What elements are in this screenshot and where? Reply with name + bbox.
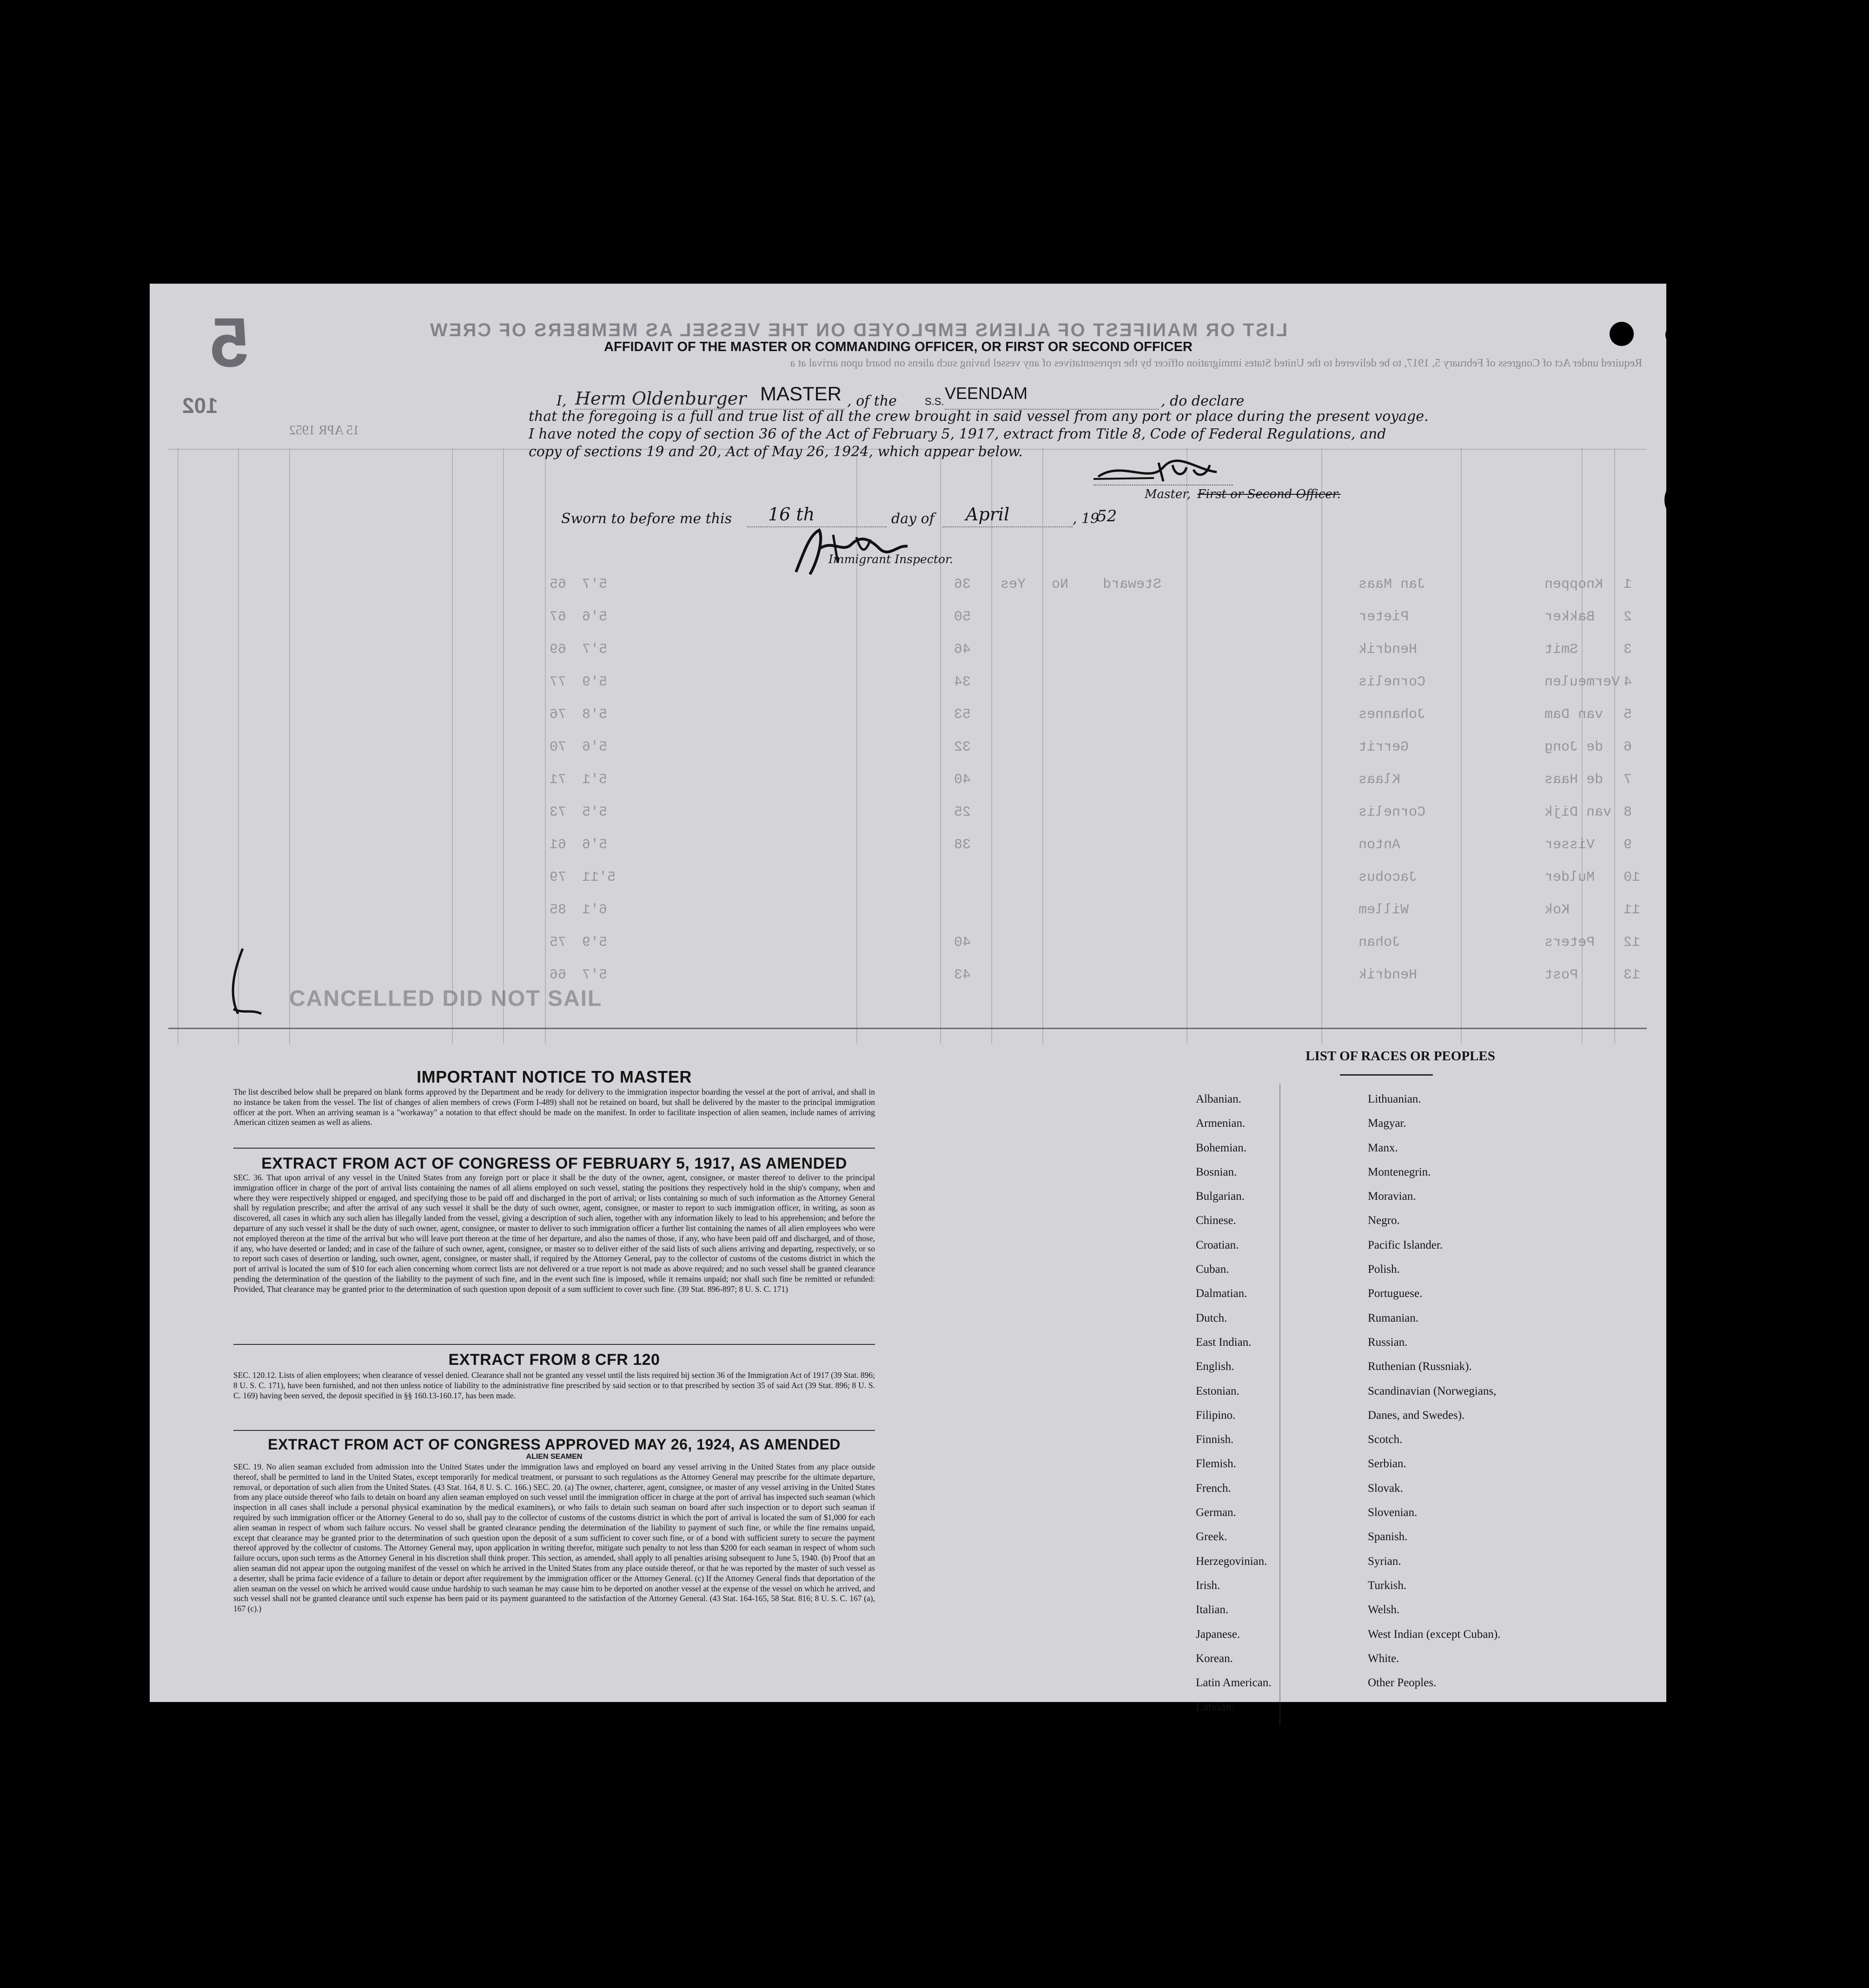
punch-hole xyxy=(1678,1609,1705,1636)
ghost-cell: Cornelis xyxy=(1359,674,1426,690)
race-item: Latvian. xyxy=(1196,1701,1234,1714)
rank: MASTER xyxy=(760,383,842,405)
ghost-cell: 5'7 xyxy=(582,577,608,592)
ghost-cell: 40 xyxy=(954,772,971,788)
ghost-cell: Pieter xyxy=(1359,609,1409,625)
inspector-caption: Immigrant Inspector. xyxy=(828,552,954,566)
day-value: 16 th xyxy=(768,504,815,525)
ghost-cell: Jan Maas xyxy=(1359,577,1426,592)
race-item: Estonian. xyxy=(1196,1384,1239,1397)
ghost-cell: 6 xyxy=(1624,739,1632,755)
mirrored-sheet-number: 5 xyxy=(210,303,249,381)
race-item: Negro. xyxy=(1368,1214,1400,1227)
ghost-cell: 8 xyxy=(1624,805,1632,820)
punch-hole xyxy=(1678,1186,1707,1215)
race-item: Manx. xyxy=(1368,1141,1398,1154)
ghost-cell: 13 xyxy=(1624,967,1641,983)
manifest-page xyxy=(150,284,1666,1714)
ghost-cell: 61 xyxy=(550,837,567,853)
ghost-cell: 2 xyxy=(1624,609,1632,625)
extract-1917-body: SEC. 36. That upon arrival of any vessel in the United States from any foreign port or place it shall be the duty of the owner, agent, consignee, or master thereof to deliver to the principal immigration officer in charge of the port of arrival lists containing the names of all aliens employed on such vessel, stating the positions they respectively hold in the ship's company, when and where they were respectively shipped or engaged, and specifying those to be paid off and discharged in the port of arrival; or lists containing so much of such information as the Attorney General shall by regulation prescribe; and after the arrival of any such vessel it shall be the duty of such owner, agent, consignee, or master to report to such immigration officer, in writing, as soon as discovered, all cases in which any such alien has illegally landed from the vessel, giving a description of such alien, together with any information likely to lead to his apprehension; and before the departure of any such vessel it shall be the duty of such owner, agent, consignee, or master to deliver to such immigration officer a further list containing the names of all alien employees who were not employed thereon at the time of the arrival but who will leave port thereon at the time of her departure, and also the names of those, if any, who have been paid off and discharged, and of those, if any, who have deserted or landed; and in case of the failure of such owner, agent, consignee, or master so to deliver either of the said lists of such aliens arriving and departing, respectively, or so to report such cases of desertion or landing, such owner, agent, consignee, or master shall, if required by the Attorney General, pay to the collector of customs of the customs district in which the port of arrival is located the sum of $10 for each alien concerning whom correct lists are not delivered or a true report is not made as above required; and no such vessel shall be granted clearance pending the determination of the question of the liability to the payment of such fine, and in the event such fine is imposed, while it remains unpaid; nor shall such fine be remitted or refunded: Provided, That clearance may be granted prior to the determination of such question upon deposit of a sum sufficient to cover such fine. (39 Stat. 896-897; 8 U. S. C. 171) xyxy=(233,1173,875,1294)
race-item: Montenegrin. xyxy=(1368,1165,1431,1178)
cancelled-stamp: CANCELLED DID NOT SAIL xyxy=(289,986,603,1011)
ghost-cell: 53 xyxy=(954,707,971,723)
ghost-cell: 34 xyxy=(954,674,971,690)
ss-prefix: S.S. xyxy=(925,396,944,407)
race-item: Other Peoples. xyxy=(1368,1676,1437,1689)
ghost-cell: 50 xyxy=(954,609,971,625)
ghost-cell: 5 xyxy=(1624,707,1632,723)
race-item: Irish. xyxy=(1196,1579,1220,1592)
ghost-cell: van Dijk xyxy=(1544,805,1612,820)
punch-hole xyxy=(1678,1486,1705,1513)
punch-hole xyxy=(1682,408,1711,437)
race-item: Scotch. xyxy=(1368,1433,1403,1446)
year-prefix: , 19 xyxy=(1073,511,1100,527)
ghost-cell: Willem xyxy=(1359,902,1409,918)
race-item: Latin American. xyxy=(1196,1676,1272,1689)
race-item: Bulgarian. xyxy=(1196,1190,1245,1203)
race-item: German. xyxy=(1196,1506,1236,1519)
ghost-cell: 75 xyxy=(550,935,567,951)
race-item: Slovenian. xyxy=(1368,1506,1418,1519)
ghost-cell: Jacobus xyxy=(1359,870,1418,885)
ghost-cell: 5'9 xyxy=(582,674,608,690)
race-item: Turkish. xyxy=(1368,1579,1407,1592)
extract-1924-title: EXTRACT FROM ACT OF CONGRESS APPROVED MAY 26, 1924, AS AMENDED xyxy=(268,1436,841,1453)
race-item: Pacific Islander. xyxy=(1368,1238,1443,1251)
notice-body: The list described below shall be prepared on blank forms approved by the Department and be ready for delivery to the immigration inspector boarding the vessel at the port of arrival, and shall in no instance be taken from the vessel. The list of changes of alien members of crews (Form I-489) shall not be retained on board, but shall be delivered by the master to the principal immigration officer at the port. When an arriving seaman is a "workaway" a notation to that effect should be made on the manifest. In order to facilitate inspection of alien seamen, include names of arriving American citizen seamen as well as aliens. xyxy=(233,1087,875,1127)
i-prefix: I, xyxy=(557,393,567,409)
race-item: Scandinavian (Norwegians, xyxy=(1368,1384,1497,1397)
ghost-cell: 5'1 xyxy=(582,772,608,788)
ghost-cell: Gerrit xyxy=(1359,739,1409,755)
ghost-cell: 36 xyxy=(954,577,971,592)
day-of-label: day of xyxy=(891,511,934,527)
extract-cfr-body: SEC. 120.12. Lists of alien employees; when clearance of vessel denied. Clearance shall not be granted any vessel until the lists required bij section 36 of the Immigration Act of 1917 (39 Stat. 896; 8 U. S. C. 171), have been furnished, and not then unless notice of liability to the administrative fine prescribed by said section or to that prescribed by section 35 of said Act (39 Stat. 896; 8 U. S. C. 169) having been served, the deposit specified in §§ 160.13-160.17, has been made. xyxy=(233,1370,875,1400)
race-item: Japanese. xyxy=(1196,1628,1240,1641)
ghost-cell: Cornelis xyxy=(1359,805,1426,820)
race-item: Bosnian. xyxy=(1196,1165,1237,1178)
ghost-cell: 11 xyxy=(1624,902,1641,918)
race-item: Greek. xyxy=(1196,1530,1227,1543)
notice-title: IMPORTANT NOTICE TO MASTER xyxy=(417,1067,692,1086)
ghost-cell: 65 xyxy=(550,577,567,592)
affidavit-line-3: I have noted the copy of section 36 of the Act of February 5, 1917, extract from Title 8, Code of Federal Regulations, and xyxy=(529,426,1386,442)
race-item: Dutch. xyxy=(1196,1311,1227,1324)
ghost-cell: de Jong xyxy=(1544,739,1604,755)
race-item: Portuguese. xyxy=(1368,1287,1423,1300)
ghost-cell: van Dam xyxy=(1544,707,1604,723)
extract-1917-title: EXTRACT FROM ACT OF CONGRESS OF FEBRUARY 5, 1917, AS AMENDED xyxy=(261,1155,847,1172)
master-name: Herm Oldenburger xyxy=(575,388,747,409)
race-item: Russian. xyxy=(1368,1336,1408,1349)
margin-initials xyxy=(219,944,271,1023)
sworn-label: Sworn to before me this xyxy=(561,511,732,527)
ghost-cell: 5'8 xyxy=(582,707,608,723)
master-signature xyxy=(1094,456,1224,488)
races-right-column xyxy=(1368,1087,1500,1695)
of-the-label: , of the xyxy=(847,393,897,409)
affidavit-line-2: that the foregoing is a full and true list of all the crew brought in said vessel from any port or place during the present voyage. xyxy=(529,408,1429,425)
race-item: Rumanian. xyxy=(1368,1311,1419,1324)
ghost-cell: 5'6 xyxy=(582,609,608,625)
race-item: French. xyxy=(1196,1482,1231,1495)
race-item: East Indian. xyxy=(1196,1336,1252,1349)
race-item: Filipino. xyxy=(1196,1409,1236,1422)
ghost-cell: 40 xyxy=(954,935,971,951)
race-item: Bohemian. xyxy=(1196,1141,1247,1154)
ghost-cell: 5'7 xyxy=(582,642,608,658)
race-item: Chinese. xyxy=(1196,1214,1236,1227)
race-item: Herzegovinian. xyxy=(1196,1555,1267,1568)
ghost-cell: 66 xyxy=(550,967,567,983)
mirrored-date-stamp: 15 APR 1952 xyxy=(289,423,359,438)
punch-hole xyxy=(1665,326,1684,344)
ghost-cell: Visser xyxy=(1544,837,1595,853)
ghost-cell: Bakker xyxy=(1544,609,1595,625)
race-item: Flemish. xyxy=(1196,1457,1236,1470)
race-item: Spanish. xyxy=(1368,1530,1408,1543)
ghost-cell: 46 xyxy=(954,642,971,658)
punch-hole xyxy=(1675,818,1703,847)
ghost-cell: Knoppen xyxy=(1544,577,1604,592)
ghost-cell: 1 xyxy=(1624,577,1632,592)
ghost-cell: Vermeulen xyxy=(1544,674,1620,690)
ghost-cell: 25 xyxy=(954,805,971,820)
mirrored-title: LIST OR MANIFEST OF ALIENS EMPLOYED ON THE VESSEL AS MEMBERS OF CREW xyxy=(429,320,1288,340)
race-item: Cuban. xyxy=(1196,1263,1229,1276)
race-item: Korean. xyxy=(1196,1652,1233,1665)
race-item: Slovak. xyxy=(1368,1482,1403,1495)
ghost-cell: Post xyxy=(1544,967,1578,983)
ghost-cell: Peters xyxy=(1544,935,1595,951)
punch-hole xyxy=(1676,701,1707,732)
master-caption-label: Master, xyxy=(1145,487,1191,501)
ghost-cell: 79 xyxy=(550,870,567,885)
vessel-name: VEENDAM xyxy=(945,384,1028,403)
extract-1924-subtitle: ALIEN SEAMEN xyxy=(526,1453,583,1461)
race-item: Danes, and Swedes). xyxy=(1368,1409,1465,1422)
ghost-cell: Kok xyxy=(1544,902,1570,918)
ghost-cell: Anton xyxy=(1359,837,1401,853)
races-title: LIST OF RACES OR PEOPLES xyxy=(1306,1049,1495,1064)
ghost-cell: 5'6 xyxy=(582,837,608,853)
ghost-cell: 5'7 xyxy=(582,967,608,983)
race-item: Lithuanian. xyxy=(1368,1093,1421,1105)
race-item: Syrian. xyxy=(1368,1555,1401,1568)
ghost-cell: 70 xyxy=(550,739,567,755)
ghost-cell: Mulder xyxy=(1544,870,1595,885)
race-item: Armenian. xyxy=(1196,1117,1246,1130)
ghost-cell: 71 xyxy=(550,772,567,788)
officer-caption-struck: First or Second Officer. xyxy=(1197,487,1341,501)
race-item: Finnish. xyxy=(1196,1433,1234,1446)
extract-cfr-title: EXTRACT FROM 8 CFR 120 xyxy=(448,1351,660,1369)
master-caption xyxy=(1145,487,1341,501)
race-item: Serbian. xyxy=(1368,1457,1406,1470)
ghost-cell: 32 xyxy=(954,739,971,755)
mirrored-required-text: Required under Act of Congress of February 5, 1917, to be delivered to the United States immigration officer by the representatives of any vessel having such aliens on board upon arrival at a xyxy=(790,357,1642,369)
ghost-cell: 7 xyxy=(1624,772,1632,788)
ghost-cell: No xyxy=(1052,577,1069,592)
race-item: English. xyxy=(1196,1360,1234,1373)
ghost-cell: 4 xyxy=(1624,674,1632,690)
affidavit-line-4: copy of sections 19 and 20, Act of May 26, 1924, which appear below. xyxy=(529,444,1023,460)
punch-hole xyxy=(1664,481,1695,519)
races-left-column xyxy=(1196,1087,1271,1720)
affidavit-title: AFFIDAVIT OF THE MASTER OR COMMANDING OFFICER, OR FIRST OR SECOND OFFICER xyxy=(604,339,1193,354)
ghost-cell: 73 xyxy=(550,805,567,820)
race-item: White. xyxy=(1368,1652,1399,1665)
ghost-cell: Yes xyxy=(1001,577,1026,592)
ghost-cell: Hendrik xyxy=(1359,642,1418,658)
race-item: Italian. xyxy=(1196,1603,1229,1616)
ghost-cell: 5'11 xyxy=(582,870,616,885)
ghost-cell: Johannes xyxy=(1359,707,1426,723)
race-item: Moravian. xyxy=(1368,1190,1416,1203)
ghost-cell: Klaas xyxy=(1359,772,1401,788)
ghost-cell: 76 xyxy=(550,707,567,723)
ghost-cell: Steward xyxy=(1103,577,1162,592)
ghost-cell: Smit xyxy=(1544,642,1578,658)
ghost-cell: Hendrik xyxy=(1359,967,1418,983)
ghost-cell: 12 xyxy=(1624,935,1641,951)
punch-hole xyxy=(1610,322,1634,346)
ghost-cell: 10 xyxy=(1624,870,1641,885)
inspector-signature xyxy=(791,521,912,581)
ghost-cell: Johan xyxy=(1359,935,1401,951)
race-item: Dalmatian. xyxy=(1196,1287,1247,1300)
ghost-cell: 69 xyxy=(550,642,567,658)
ghost-cell: de Haas xyxy=(1544,772,1604,788)
ghost-cell: 67 xyxy=(550,609,567,625)
ghost-cell: 38 xyxy=(954,837,971,853)
race-item: Magyar. xyxy=(1368,1117,1406,1130)
ghost-cell: 77 xyxy=(550,674,567,690)
ghost-cell: 5'9 xyxy=(582,935,608,951)
ghost-cell: 6'1 xyxy=(582,902,608,918)
year-value: 52 xyxy=(1097,507,1117,525)
punch-hole xyxy=(1677,774,1705,802)
ghost-cell: 5'6 xyxy=(582,739,608,755)
race-item: Albanian. xyxy=(1196,1093,1241,1105)
ghost-cell: 9 xyxy=(1624,837,1632,853)
do-declare-label: , do declare xyxy=(1161,393,1245,409)
race-item: Welsh. xyxy=(1368,1603,1400,1616)
race-item: Croatian. xyxy=(1196,1238,1239,1251)
sworn-line xyxy=(561,506,1352,534)
race-item: Polish. xyxy=(1368,1263,1400,1276)
race-item: Ruthenian (Russniak). xyxy=(1368,1360,1472,1373)
mirrored-page-number: 102 xyxy=(182,393,218,418)
ghost-cell: 85 xyxy=(550,902,567,918)
ghost-cell: 43 xyxy=(954,967,971,983)
month-value: April xyxy=(966,504,1010,525)
race-item: West Indian (except Cuban). xyxy=(1368,1628,1501,1641)
extract-1924-body: SEC. 19. No alien seaman excluded from admission into the United States under the immigration laws and employed on board any vessel arriving in the United States from any place outside thereof, shall be permitted to land in the United States, except temporarily for medical treatment, or pursuant to such regulations as the Attorney General may prescribe for the ultimate departure, removal, or deportation of such alien from the United States. (43 Stat. 164, 8 U. S. C. 166.) SEC. 20. (a) The owner, charterer, agent, consignee, or master of any vessel arriving in the United States from any place outside thereof who fails to detain on board any alien seaman employed on such vessel until the immigration officer in charge at the port of arrival has inspected such seaman (which inspection in all cases shall include a personal physical examination by the medical examiners), or who fails to detain such seaman on board after such inspection or to deport such seaman if required by such immigration officer or the Attorney General to do so, shall pay to the collector of customs of the customs district in which the port of arrival is located the sum of $1,000 for each alien seaman in respect of whom such failure occurs. No vessel shall be granted clearance pending the determination of the liability to payment of such fine, or while the fine remains unpaid, except that clearance may be granted prior to the determination of such question upon the deposit of a sum sufficient to cover such fine, or of a bond with sufficient surety to secure the payment thereof approved by the collector of customs. The Attorney General may, upon application in writing therefor, mitigate such penalty to not less than $200 for each seaman in respect of whom such failure occurs, upon such terms as the Attorney General in his discretion shall think proper. This section, as amended, shall apply to all penalties arising subsequent to June 5, 1940. (b) Proof that an alien seaman did not appear upon the outgoing manifest of the vessel on which he arrived in the United States from any place outside thereof, or that he was reported by the master of such vessel as a deserter, shall be prima facie evidence of a failure to detain or deport after requirement by the immigration officer or the Attorney General. (c) If the Attorney General finds that deportation of the alien seaman on the vessel on which he arrived would cause undue hardship to such seaman he may cause him to be deported on another vessel at the expense of the vessel on which he arrived, and such vessel shall not be granted clearance until such expense has been paid or its payment guaranteed to the satisfaction of the Attorney General. (43 Stat. 164-165, 58 Stat. 816; 8 U. S. C. 167 (a), 167 (c).) xyxy=(233,1462,875,1614)
ghost-cell: 3 xyxy=(1624,642,1632,658)
ghost-cell: 5'5 xyxy=(582,805,608,820)
